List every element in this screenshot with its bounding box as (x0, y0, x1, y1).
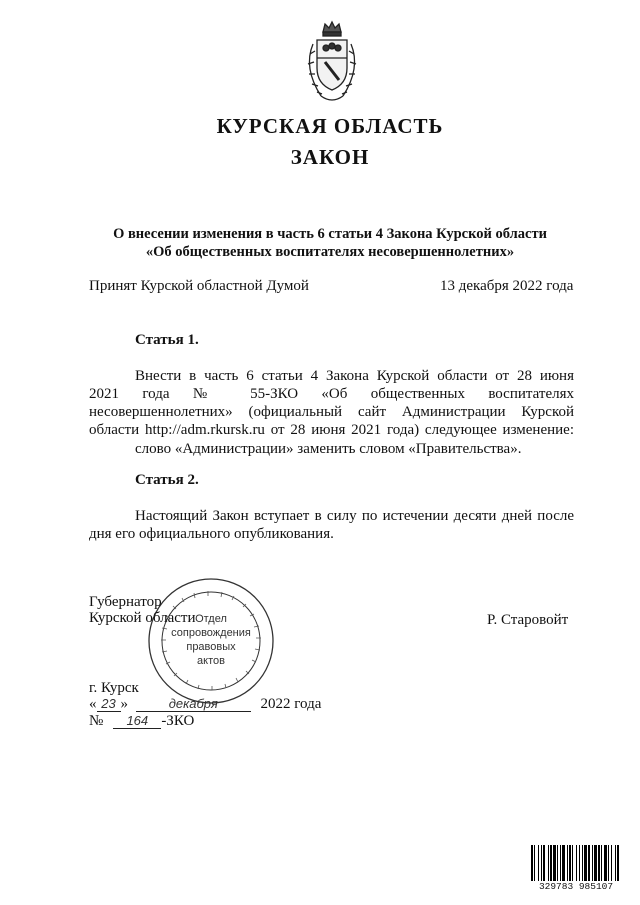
barcode-bar (531, 845, 533, 881)
coat-of-arms-emblem (299, 18, 365, 106)
signing-month: декабря (136, 696, 251, 712)
article-1-line-3: несовершеннолетних» (официальный сайт Администрации Курской (89, 404, 574, 420)
barcode-bar (543, 845, 545, 881)
adopted-by: Принят Курской областной Думой (89, 278, 309, 294)
article-1-title: Статья 1. (135, 332, 199, 348)
barcode-bar (569, 845, 571, 881)
signatory-title-line-1: Губернатор (89, 594, 162, 610)
barcode-bar (579, 845, 580, 881)
barcode-bar (588, 845, 590, 881)
stamp-line-3: правовых (186, 641, 236, 653)
subject-line-2: «Об общественных воспитателях несовершеннолетних» (145, 244, 515, 260)
law-number-value: 164 (113, 713, 161, 729)
barcode-bar (604, 845, 607, 881)
article-2-title: Статья 2. (135, 472, 199, 488)
barcode-bar (601, 845, 602, 881)
barcode-bar (534, 845, 535, 881)
barcode-bar (548, 845, 549, 881)
barcode-number: 329783 985107 (538, 881, 614, 892)
barcode-bar (608, 845, 609, 881)
barcode-bar (553, 845, 556, 881)
barcode-bar (562, 845, 565, 881)
article-2-line-2: дня его официального опубликования. (89, 526, 334, 542)
signing-year: 2022 года (260, 696, 322, 712)
barcode-bar (567, 845, 568, 881)
barcode-bar (594, 845, 597, 881)
number-sign: № (89, 713, 104, 729)
signatory-name: Р. Старовойт (487, 612, 569, 628)
barcode-bar (557, 845, 558, 881)
adoption-date: 13 декабря 2022 года (440, 278, 574, 294)
law-number (89, 713, 194, 730)
barcode-bar (617, 845, 619, 881)
barcode-bar (584, 845, 587, 881)
article-1-line-1: Внести в часть 6 статьи 4 Закона Курской области от 28 июня (135, 368, 574, 384)
stamp-line-4: актов (197, 655, 225, 667)
article-1-line-2: 2021 года № 55-ЗКО «Об общественных воспитателях (89, 386, 574, 402)
barcode-bar (582, 845, 583, 881)
region-title: КУРСКАЯ ОБЛАСТЬ (216, 114, 444, 138)
barcode (530, 845, 622, 881)
article-2-line-1: Настоящий Закон вступает в силу по истечении десяти дней после (135, 508, 574, 524)
barcode-bar (550, 845, 552, 881)
signing-date: « 23 » декабря 2022 года (89, 696, 322, 712)
signatory-title-line-2: Курской области (89, 610, 196, 626)
barcode-bar (560, 845, 561, 881)
barcode-bar (572, 845, 573, 881)
law-number-suffix: -ЗКО (161, 713, 195, 729)
subject-line-1: О внесении изменения в часть 6 статьи 4 Закона Курской области (113, 226, 547, 242)
article-1-line-5: слово «Администрации» заменить словом «Правительства». (135, 441, 522, 457)
city: г. Курск (89, 680, 139, 696)
stamp-line-2: сопровождения (171, 627, 251, 639)
barcode-bar (576, 845, 577, 881)
barcode-bar (611, 845, 612, 881)
signing-day: 23 (97, 696, 121, 712)
stamp-line-1: Отдел (195, 613, 227, 625)
barcode-bar (592, 845, 593, 881)
barcode-bar (538, 845, 539, 881)
document-type-title: ЗАКОН (290, 145, 370, 169)
barcode-bar (615, 845, 616, 881)
barcode-bar (541, 845, 542, 881)
barcode-bar (598, 845, 600, 881)
article-1-line-4: области http://adm.rkursk.ru от 28 июня 2021 года) следующее изменение: (89, 422, 574, 438)
